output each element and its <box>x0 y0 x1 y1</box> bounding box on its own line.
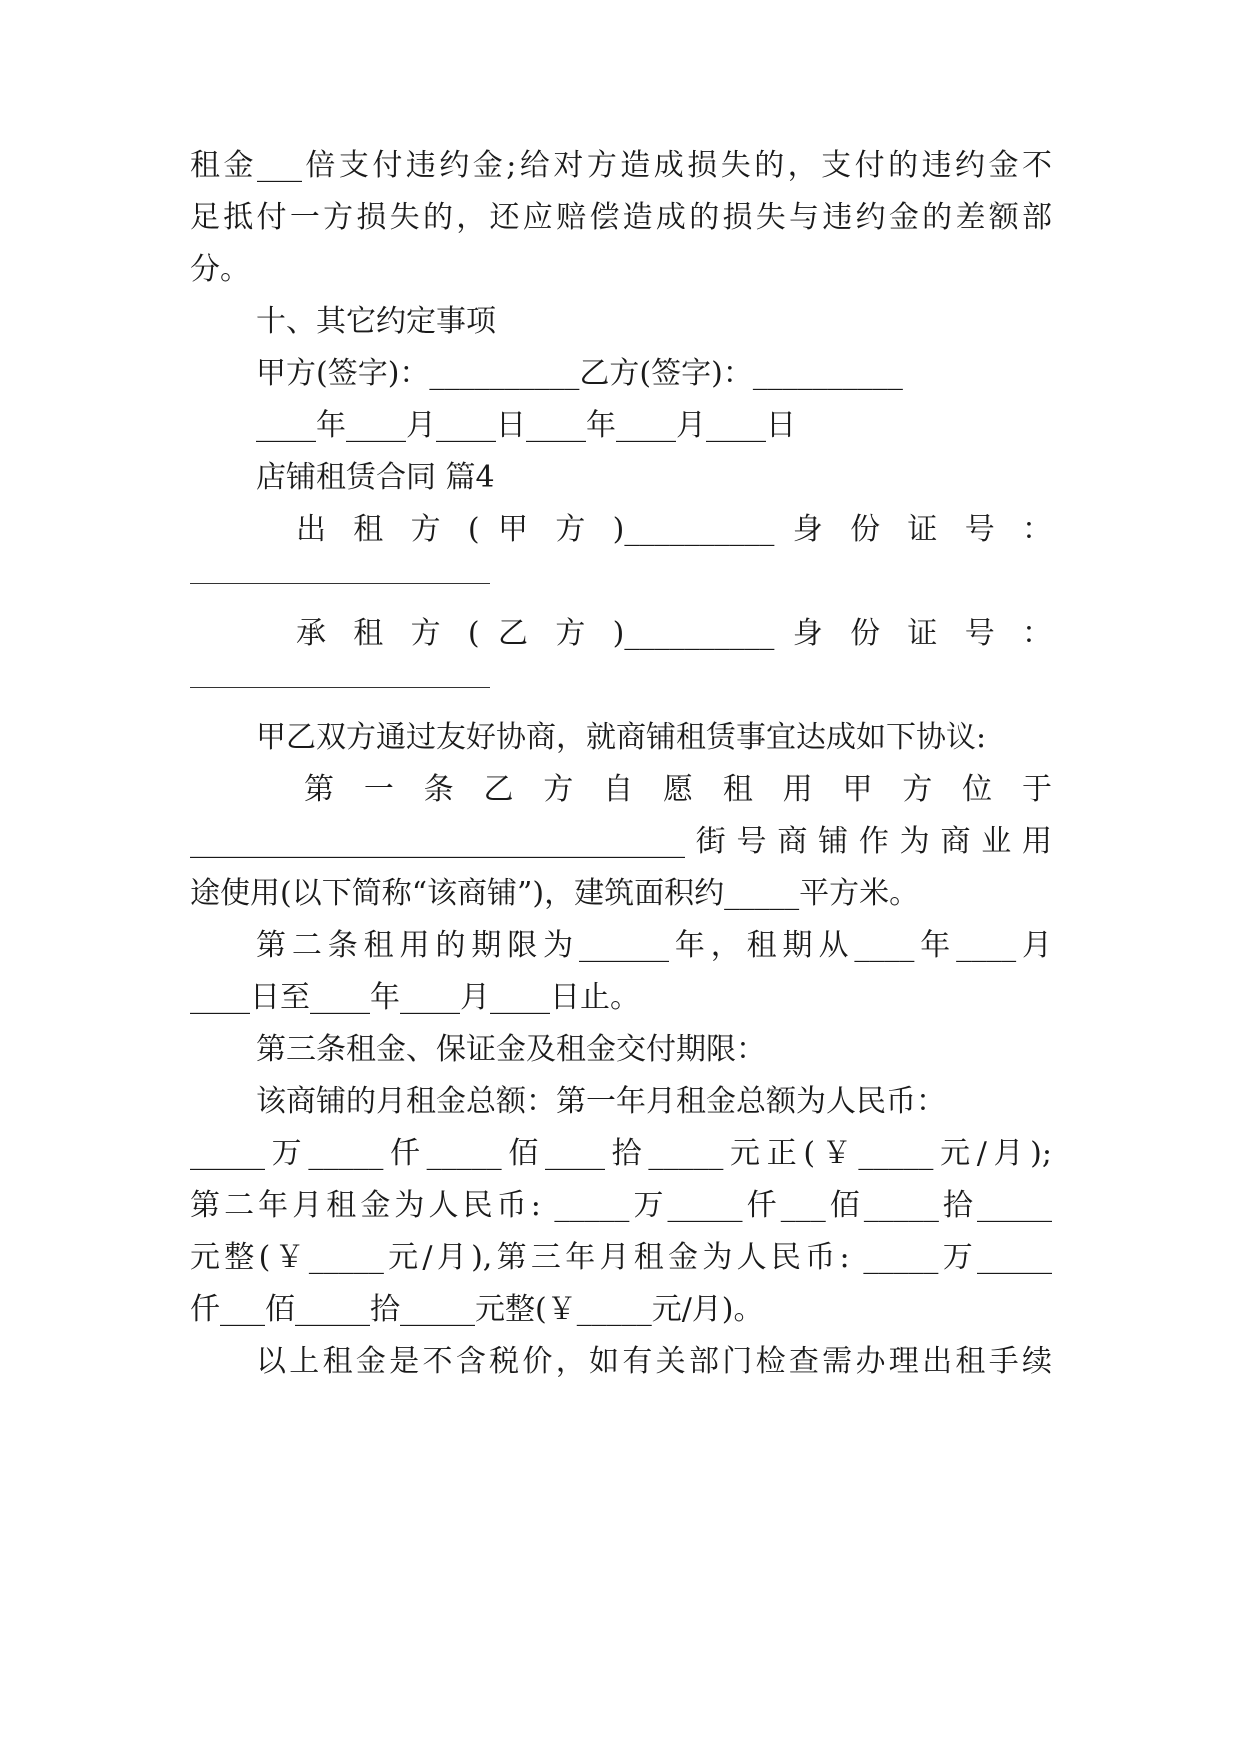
rent-year-3-line: 元整(￥_____元/月),第三年月租金为人民币: _____万_____ <box>190 1240 1052 1275</box>
article-2-line: 第二条租用的期限为______年，租期从____年____月 <box>256 928 1052 963</box>
lessor-line: 出 租 方 ( 甲 方 )__________ 身 份 证 号 ： <box>296 512 1052 547</box>
tax-note-line: 以上租金是不含税价，如有关部门检查需办理出租手续 <box>256 1344 1052 1379</box>
lessee-line: 承 租 方 ( 乙 方 )__________ 身 份 证 号 ： <box>296 616 1052 651</box>
article-1-line: 途使用(以下简称“该商铺”)，建筑面积约_____平方米。 <box>190 876 920 911</box>
text-line: 租金___倍支付违约金;给对方造成损失的，支付的违约金不 <box>190 148 1052 183</box>
article-1-line: _________________________________街号商铺作为商业用 <box>190 824 1052 859</box>
section-heading: 十、其它约定事项 <box>256 304 496 339</box>
rent-total-line: 该商铺的月租金总额：第一年月租金总额为人民币： <box>256 1084 946 1119</box>
article-2-line: ____日至____年____月____日止。 <box>190 980 640 1015</box>
lessee-id-blank <box>190 687 490 688</box>
text-line: 分。 <box>190 252 250 287</box>
date-line: ____年____月____日____年____月____日 <box>256 408 796 443</box>
rent-year-1-line: _____万_____仟_____佰____拾_____元正(￥_____元/月); <box>190 1136 1052 1171</box>
rent-year-3-line: 仟___佰_____拾_____元整(￥_____元/月)。 <box>190 1292 764 1327</box>
lessor-id-blank <box>190 583 490 584</box>
signature-line: 甲方(签字)：__________乙方(签字)：__________ <box>256 356 903 391</box>
article-3-heading: 第三条租金、保证金及租金交付期限： <box>256 1032 766 1067</box>
agreement-intro: 甲乙双方通过友好协商，就商铺租赁事宜达成如下协议: <box>256 720 987 755</box>
rent-year-2-line: 第二年月租金为人民币: _____万_____仟___佰_____拾_____ <box>190 1188 1052 1223</box>
article-1-line: 第 一 条 乙 方 自 愿 租 用 甲 方 位 于 <box>304 772 1052 807</box>
text-line: 足抵付一方损失的，还应赔偿造成的损失与违约金的差额部 <box>190 200 1052 235</box>
contract-title: 店铺租赁合同 篇4 <box>256 460 495 495</box>
